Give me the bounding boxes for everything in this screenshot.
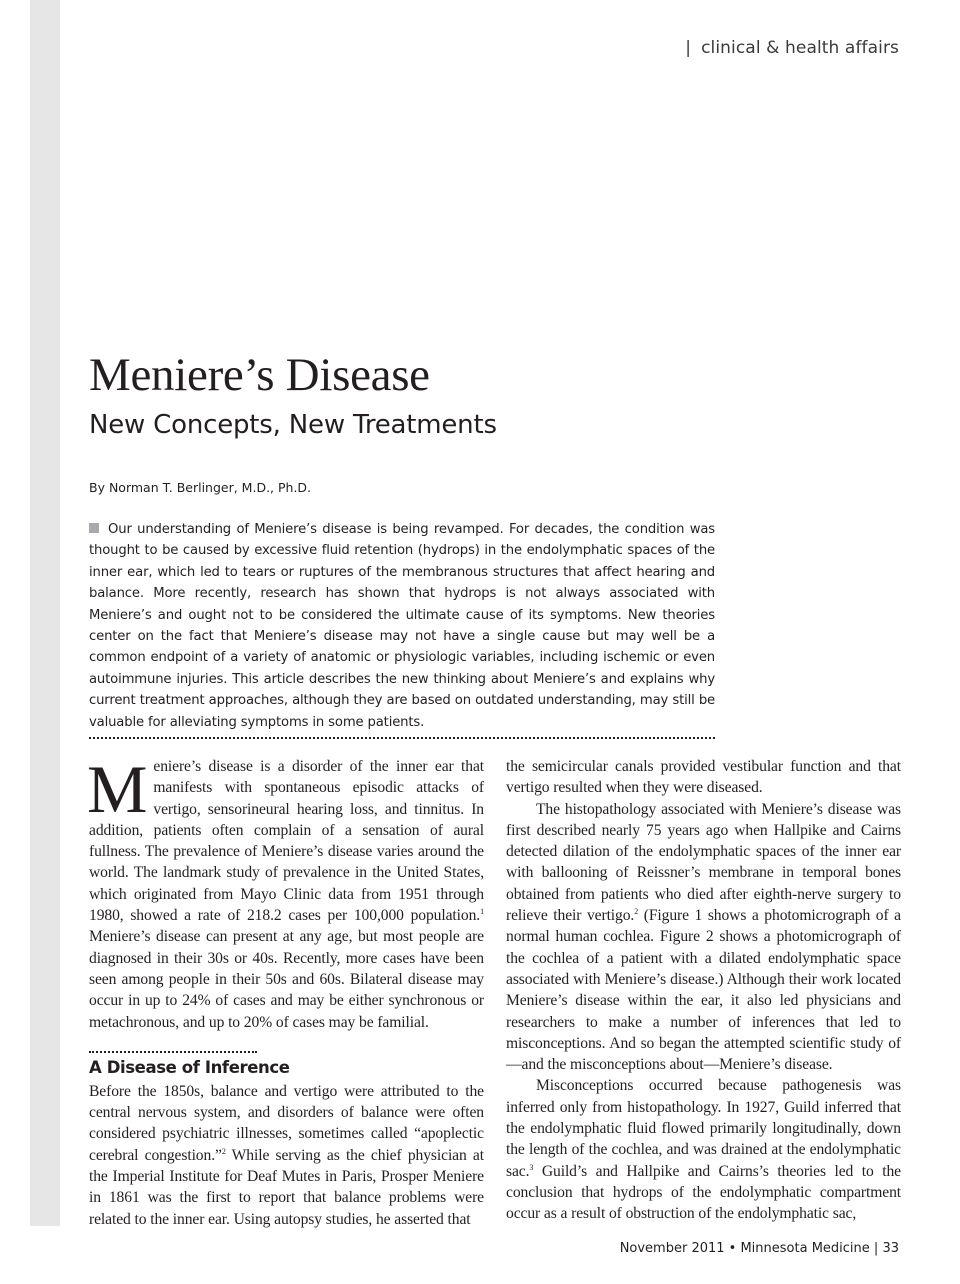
body-paragraph: [87, 751, 484, 1033]
byline: By Norman T. Berlinger, M.D., Ph.D.: [89, 480, 312, 495]
abstract: [89, 519, 715, 733]
body-paragraph: [506, 799, 901, 1076]
paragraph-text: Guild’s and Hallpike and Cairns’s theories led to the conclusion that hydrops of the endolymphatic compartment occur as a result of obstruction of the endolymphatic sac,: [506, 1162, 901, 1223]
reference-marker: 2: [634, 907, 639, 917]
paragraph-text: (Figure 1 shows a photomicrograph of a normal human cochlea. Figure 2 shows a photomicrograph of the cochlea of a patient with a dilated endolymphatic space associated with Meniere’s disease.) Although their work located Meniere’s disease within the ear, it also led physicians and researchers to make a number of inferences that led to misconceptions. And so began the attempted scientific study of—and the misconceptions about—Meniere’s disease.: [506, 907, 901, 1074]
body-column-right: [506, 756, 901, 1225]
section-divider: |: [685, 38, 692, 58]
abstract-text: Our understanding of Meniere’s disease is being revamped. For decades, the condition was thought to be caused by excessive fluid retention (hydrops) in the endolymphatic spaces of the inner ear, which led to tears or ruptures of the membranous structures that affect hearing and balance. More recently, research has shown that hydrops is not always associated with Meniere’s and ought not to be considered the ultimate cause of its symptoms. New theories center on the fact that Meniere’s disease may not have a single cause but may well be a common endpoint of a variety of anatomic or physiologic variables, including ischemic or even autoimmune injuries. This article describes the new thinking about Meniere’s and explains why current treatment approaches, although they are based on outdated understanding, may still be valuable for alleviating symptoms in some patients.: [89, 522, 715, 730]
footer-divider: |: [873, 1241, 879, 1256]
page-number: 33: [882, 1241, 899, 1256]
paragraph-text: The histopathology associated with Meniere’s disease was first described nearly 75 years ago when Hallpike and Cairns detected dilation of the endolymphatic spaces of the inner ear with ballooning of Reissner’s membrane in temporal bones obtained from patients who died after eighth-nerve surgery to relieve their vertigo.: [506, 800, 901, 925]
side-margin-bar: [30, 0, 60, 1226]
paragraph-text: Misconceptions occurred because pathogenesis was inferred only from histopathology. In 1927, Guild inferred that the endolymphatic fluid flowed primarily longitudinally, down the length of the cochlea, and was drained at the endolymphatic sac.: [506, 1077, 901, 1180]
body-paragraph: the semicircular canals provided vestibular function and that vertigo resulted when they were diseased.: [506, 758, 901, 797]
publication-info: November 2011 • Minnesota Medicine: [619, 1241, 870, 1256]
body-paragraph: [506, 1075, 901, 1224]
paragraph-text: While serving as the chief physician at the Imperial Institute for Deaf Mutes in Paris, Prosper Meniere in 1861 was the first to report that balance problems were related to the inner ear. Using autopsy studies, he asserted that: [89, 1146, 484, 1228]
article-title: Meniere’s Disease: [89, 349, 430, 401]
reference-marker: 1: [480, 907, 484, 917]
subhead-dotted-rule: [89, 1051, 257, 1053]
paragraph-text: Before the 1850s, balance and vertigo were attributed to the central nervous system, and disorders of balance were often considered psychiatric illnesses, sometimes called “apoplectic cerebral congestion.”: [89, 1082, 484, 1164]
reference-marker: 2: [221, 1146, 226, 1156]
square-bullet-icon: [89, 523, 99, 533]
body-column-left: [87, 751, 484, 1230]
paragraph-text: Meniere’s disease can present at any age, but most people are diagnosed in their 30s or 40s. Recently, more cases have been seen among people in their 50s and 60s. Bilateral disease may occur in up to 24% of cases and may be either synchronous or metachronous, and up to 20% of cases may be familial.: [89, 928, 484, 1031]
section-subhead: A Disease of Inference: [89, 1057, 290, 1077]
dotted-divider: [89, 737, 715, 739]
paragraph-text: eniere’s disease is a disorder of the inner ear that manifests with spontaneous episodic attacks of vertigo, sensorineural hearing loss, and tinnitus. In addition, patients often complain of a sensation of aural fullness. The prevalence of Meniere’s disease varies around the world. The landmark study of prevalence in the United States, which originated from Mayo Clinic data from 1951 through 1980, showed a rate of 218.2 cases per 100,000 population.: [89, 758, 484, 925]
page-footer: [620, 1241, 899, 1256]
reference-marker: 3: [529, 1162, 534, 1172]
drop-cap: M: [87, 751, 148, 827]
body-paragraph: [89, 1081, 484, 1230]
section-label: clinical & health affairs: [701, 38, 899, 58]
article-subtitle: New Concepts, New Treatments: [89, 410, 497, 440]
section-header: [685, 38, 899, 58]
